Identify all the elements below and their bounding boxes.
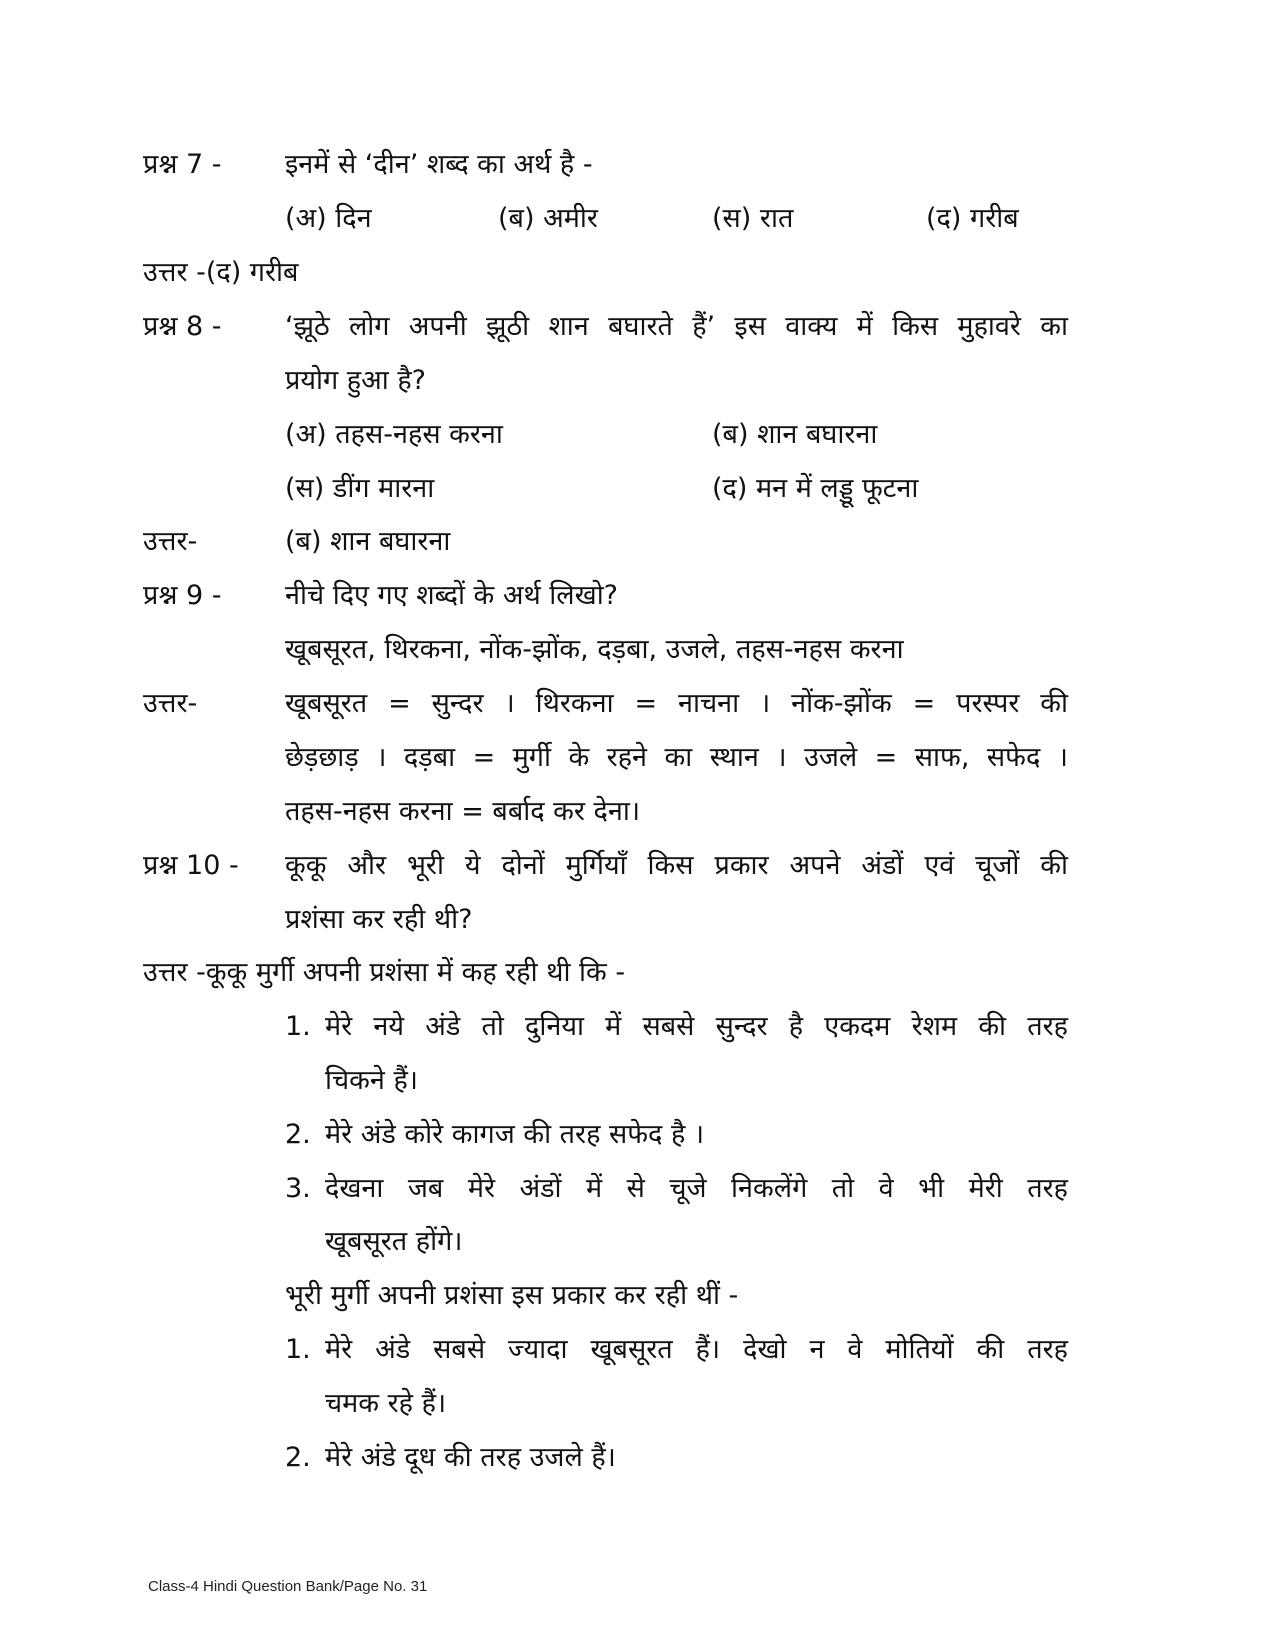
bhuri-point-number: 1. [285,1334,311,1365]
q7-label: प्रश्न 7 - [143,149,222,180]
q8-question-line2: प्रयोग हुआ है? [285,365,426,396]
q8-option-b: (ब) शान बघारना [712,419,878,450]
bhuri-point-number: 2. [285,1442,311,1473]
q10-answer-intro: उत्तर -कूकू मुर्गी अपनी प्रशंसा में कह रही थी कि - [143,957,626,988]
q10-question-line1: कूकू और भूरी ये दोनों मुर्गियाँ किस प्रकार अपने अंडों एवं चूजों की [285,850,1068,881]
kuku-point-number: 2. [285,1119,311,1150]
bhuri-point-text: मेरे अंडे सबसे ज्यादा खूबसूरत हैं। देखो न वे मोतियों की तरह [325,1334,1068,1365]
q9-answer-line3: तहस-नहस करना = बर्बाद कर देना। [285,796,641,827]
kuku-point-number: 3. [285,1173,311,1204]
q7-option-a: (अ) दिन [285,203,372,234]
kuku-point-number: 1. [285,1011,311,1042]
q7-question: इनमें से ‘दीन’ शब्द का अर्थ है - [285,149,593,180]
q7-option-b: (ब) अमीर [498,203,598,234]
q8-answer: (ब) शान बघारना [285,526,451,557]
kuku-point-text: मेरे अंडे कोरे कागज की तरह सफेद है । [325,1119,705,1150]
q10-question-line2: प्रशंसा कर रही थी? [285,904,473,935]
q8-option-c: (स) डींग मारना [285,473,435,504]
kuku-point-text-continued: खूबसूरत होंगे। [325,1226,463,1257]
bhuri-point-text: मेरे अंडे दूध की तरह उजले हैं। [325,1442,616,1473]
q9-answer-line1: खूबसूरत = सुन्दर । थिरकना = नाचना । नोंक-झोंक = परस्पर की [285,688,1068,719]
q8-question-line1: ‘झूठे लोग अपनी झूठी शान बघारते हैं’ इस वाक्य में किस मुहावरे का [285,311,1068,342]
kuku-point-text: मेरे नये अंडे तो दुनिया में सबसे सुन्दर है एकदम रेशम की तरह [325,1011,1068,1042]
q9-answer-label: उत्तर- [143,688,198,719]
bhuri-intro: भूरी मुर्गी अपनी प्रशंसा इस प्रकार कर रही थीं - [285,1280,739,1311]
q8-label: प्रश्न 8 - [143,311,222,342]
q8-option-a: (अ) तहस-नहस करना [285,419,503,450]
kuku-point-text-continued: चिकने हैं। [325,1065,419,1096]
bhuri-point-text-continued: चमक रहे हैं। [325,1388,447,1419]
page-footer: Class-4 Hindi Question Bank/Page No. 31 [148,1578,428,1595]
q9-question: नीचे दिए गए शब्दों के अर्थ लिखो? [285,580,619,611]
q10-label: प्रश्न 10 - [143,850,239,881]
q9-answer-line2: छेड़छाड़ । दड़बा = मुर्गी के रहने का स्थान । उजले = साफ, सफेद । [285,742,1068,773]
q7-option-d: (द) गरीब [926,203,1019,234]
q8-option-d: (द) मन में लड्डू फूटना [712,473,919,504]
q7-option-c: (स) रात [712,203,794,234]
q7-answer: उत्तर -(द) गरीब [143,257,299,288]
q8-answer-label: उत्तर- [143,526,198,557]
q9-words: खूबसूरत, थिरकना, नोंक-झोंक, दड़बा, उजले, तहस-नहस करना [285,634,904,665]
kuku-point-text: देखना जब मेरे अंडों में से चूजे निकलेंगे तो वे भी मेरी तरह [325,1173,1068,1204]
q9-label: प्रश्न 9 - [143,580,222,611]
